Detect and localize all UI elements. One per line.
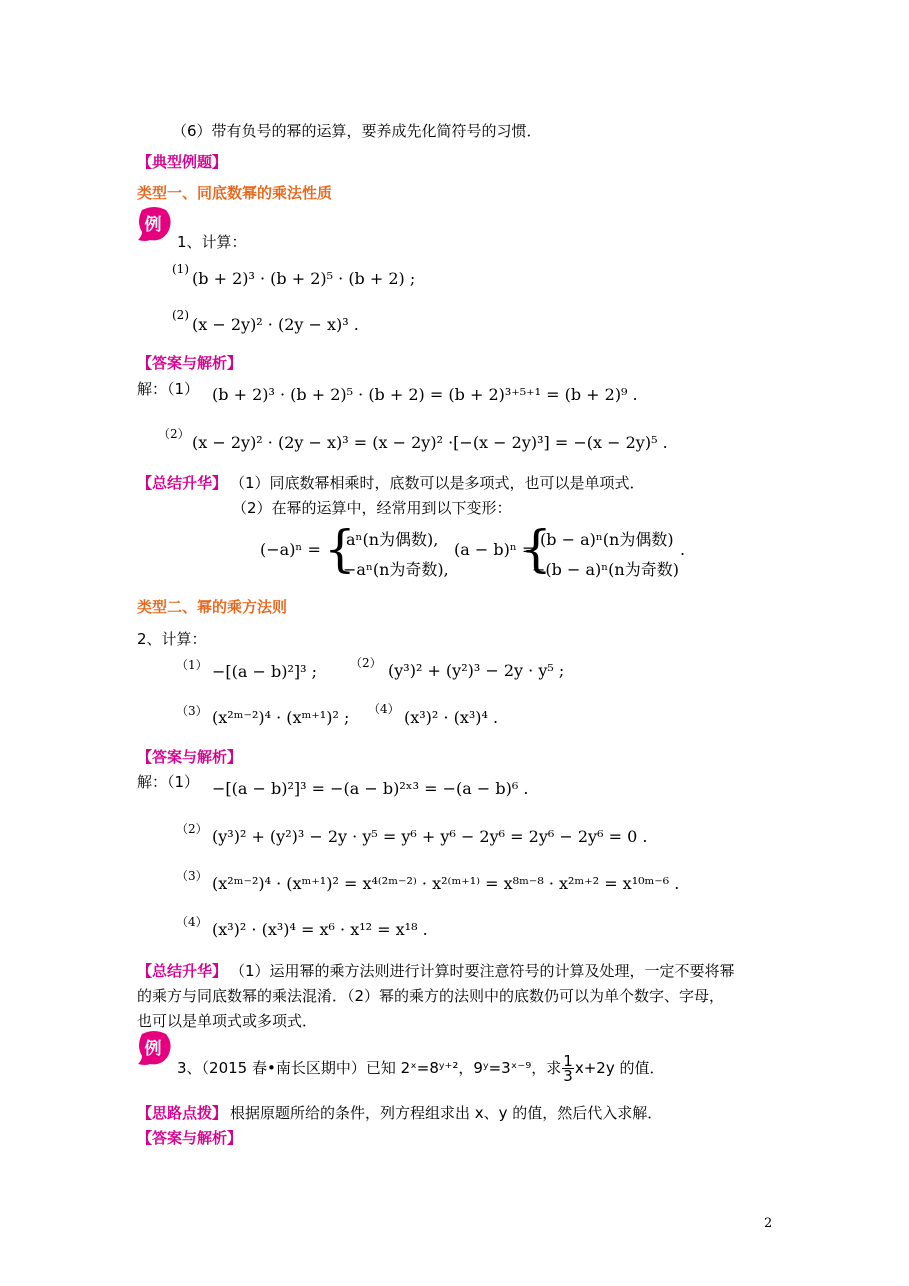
page-number: 2 [764,1216,773,1231]
sol1-part1: (b + 2)³ · (b + 2)⁵ · (b + 2) = (b + 2)³⁺⁵⁺¹ = (b + 2)⁹ . [212,385,638,404]
ex2-p4: (x³)² · (x³)⁴ . [404,708,499,727]
sol2-part3: (x²ᵐ⁻²)⁴ · (xᵐ⁺¹)² = x⁴⁽²ᵐ⁻²⁾ · x²⁽ᵐ⁺¹⁾ = x⁸ᵐ⁻⁸ · x²ᵐ⁺² = x¹⁰ᵐ⁻⁶ . [212,874,680,893]
example-badge-icon [136,1030,172,1066]
ex3-question [177,1054,664,1083]
answer-heading-1: 【答案与解析】 [137,354,243,372]
sol2-part2: (y³)² + (y²)³ − 2y · y⁵ = y⁶ + y⁶ − 2y⁶ = 2y⁶ − 2y⁶ = 0 . [212,827,648,846]
ex1-p1-num: (1) [172,262,189,276]
intro-note: （6）带有负号的幂的运算，要养成先化简符号的习惯． [172,122,542,140]
sol1-part2-num: （2） [158,427,190,441]
ex1-p2-expr: (x − 2y)² · (2y − x)³ . [192,315,359,334]
sol2-part1: −[(a − b)²]³ = −(a − b)²ˣ³ = −(a − b)⁶ . [212,779,529,798]
summary2-line1: （1）运用幂的乘方法则进行计算时要注意符号的计算及处理，一定不要将幂 [230,962,735,980]
summary2-line2: 的乘方与同底数幂的乘法混淆．（2）幂的乘方的法则中的底数仍可以为单个数字、字母， [137,987,725,1005]
example-badge-icon [136,206,172,242]
ex1-p2-num: (2) [172,308,189,322]
hint-heading: 【思路点拨】 [137,1104,228,1122]
formula-right-brace: { [520,520,552,578]
ex3-frac-den: 3 [563,1067,573,1085]
sol2-part3-num: （3） [176,869,208,883]
ex3-fraction [562,1054,574,1083]
formula-right-case2: −(b − a)ⁿ(n为奇数) [532,560,679,579]
summary-heading-2: 【总结升华】 [137,962,228,980]
sol2-part4: (x³)² · (x³)⁴ = x⁶ · x¹² = x¹⁸ . [212,920,428,939]
ex2-p1: −[(a − b)²]³ ; [212,662,318,681]
sol2-part2-num: （2） [176,822,208,836]
summary1-line1: （1）同底数幂相乘时，底数可以是多项式，也可以是单项式． [230,474,645,492]
answer-heading-2: 【答案与解析】 [137,748,243,766]
ex2-label: 2、计算： [137,630,207,648]
sol2-prefix: 解：（1） [137,773,200,791]
summary1-line2: （2）在幂的运算中，经常用到以下变形： [232,499,512,517]
formula-left-case1: aⁿ(n为偶数), [346,530,439,549]
ex2-p3-num: （3） [176,704,208,718]
sol1-part2: (x − 2y)² · (2y − x)³ = (x − 2y)² ·[−(x − 2y)³] = −(x − 2y)⁵ . [192,433,668,452]
summary2-line3: 也可以是单项式或多项式． [137,1012,318,1030]
ex2-p2-num: （2） [350,656,382,670]
ex2-p4-num: （4） [368,702,400,716]
formula-left-brace: { [324,520,356,578]
type1-title: 类型一、同底数幂的乘法性质 [137,184,333,202]
type2-title: 类型二、幂的乘方法则 [137,598,288,616]
ex3-text-b: x+2y 的值． [574,1059,665,1077]
formula-right-case1: (b − a)ⁿ(n为偶数) [540,530,674,549]
sol1-prefix: 解：（1） [137,380,200,398]
badge-char: 例 [144,1039,162,1059]
ex1-p1-expr: (b + 2)³ · (b + 2)⁵ · (b + 2) ; [192,269,416,288]
formula-left-case2: −aⁿ(n为奇数), [343,560,449,579]
badge-char: 例 [144,215,162,235]
typical-examples-heading: 【典型例题】 [137,153,228,171]
ex2-p3: (x²ᵐ⁻²)⁴ · (xᵐ⁺¹)² ; [212,708,350,727]
formula-left-lhs: (−a)ⁿ = [260,540,321,559]
hint-text: 根据原题所给的条件，列方程组求出 x、y 的值，然后代入求解． [230,1104,663,1122]
sol2-part4-num: （4） [176,915,208,929]
formula-right-lhs: (a − b)ⁿ = [454,540,536,559]
ex1-label: 1、计算： [177,233,247,251]
summary-heading-1: 【总结升华】 [137,474,228,492]
answer-heading-3: 【答案与解析】 [137,1129,243,1147]
ex2-p2: (y³)² + (y²)³ − 2y · y⁵ ; [388,661,565,680]
ex2-p1-num: （1） [176,658,208,672]
formula-end: . [680,540,686,559]
ex3-frac-num: 1 [563,1052,573,1070]
ex3-text-a: 3、（2015 春•南长区期中）已知 2ˣ=8ʸ⁺²，9ʸ=3ˣ⁻⁹，求 [177,1059,562,1077]
